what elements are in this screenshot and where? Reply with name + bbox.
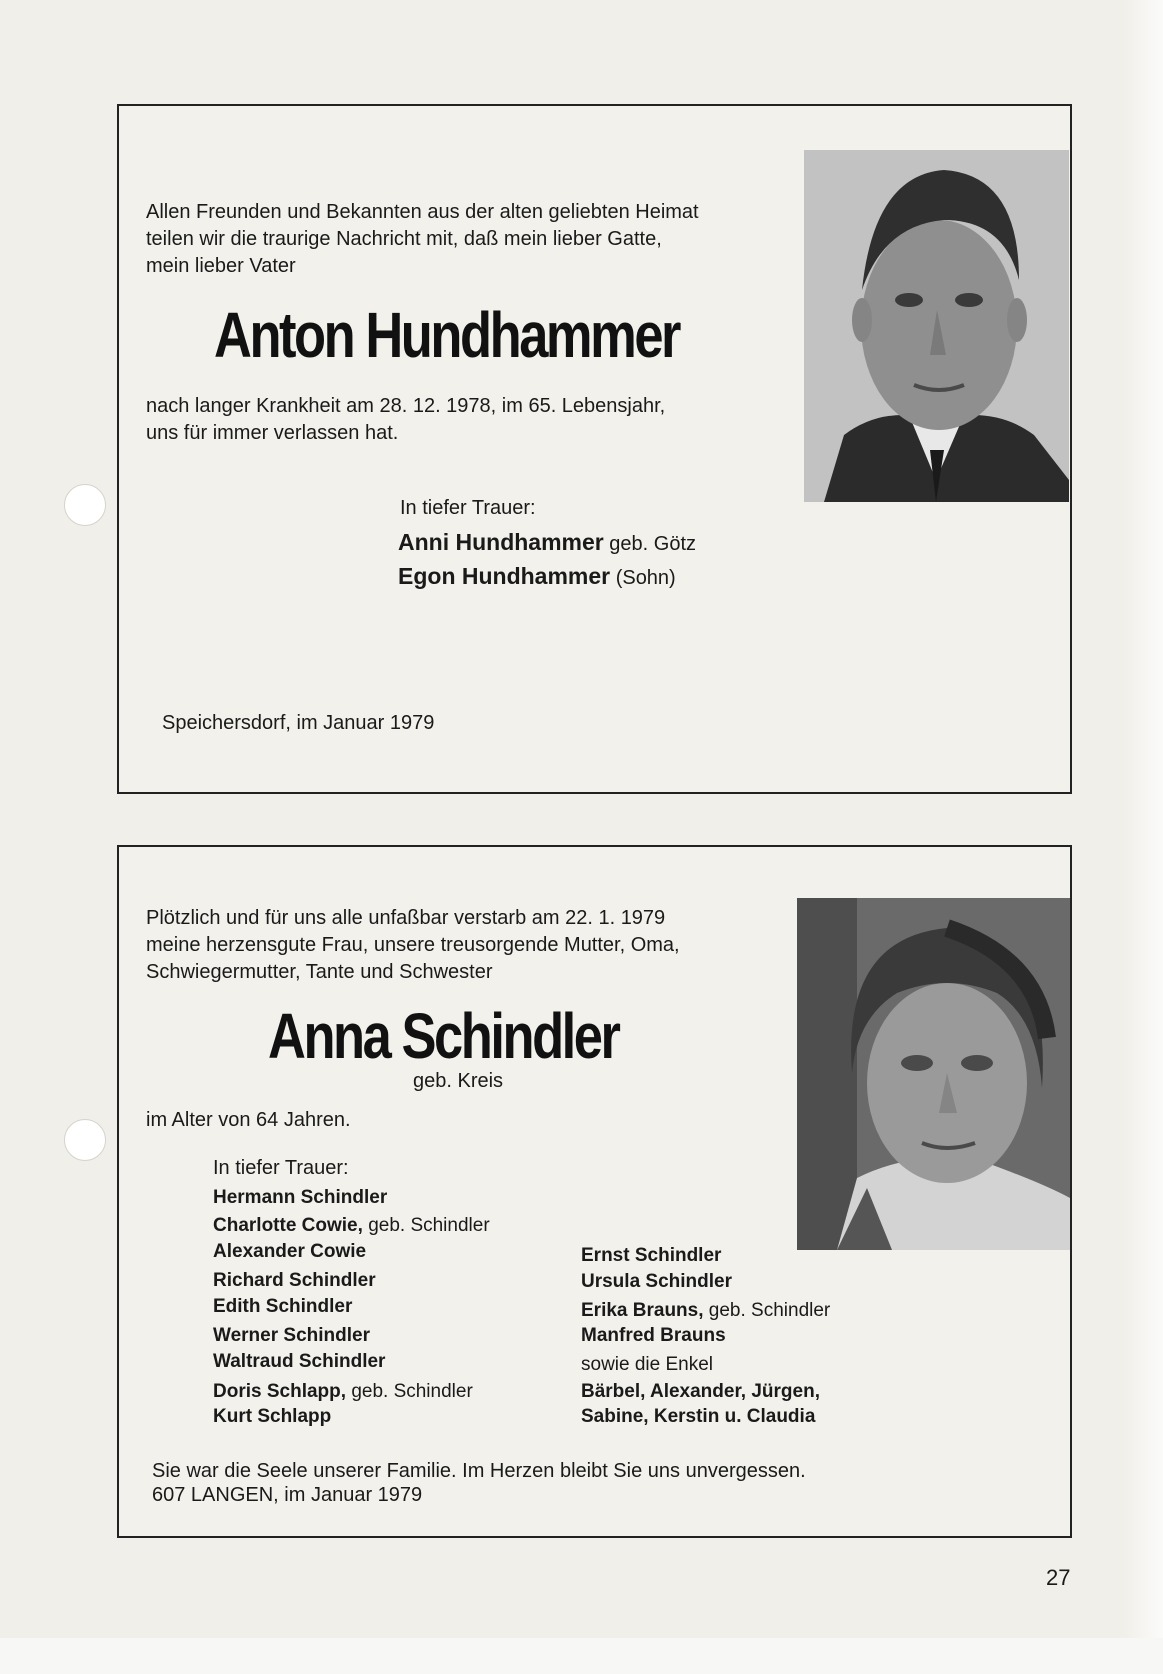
mourner-list-item: [581, 1299, 830, 1323]
page-edge-bottom: [0, 1638, 1163, 1674]
mourner-name: Sabine, Kerstin u. Claudia: [581, 1406, 816, 1427]
mourner-entry: [398, 529, 696, 558]
mourner-name: Kurt Schlapp: [213, 1406, 332, 1427]
punch-hole-top: [64, 484, 106, 526]
mourner-note: geb. Götz: [609, 533, 697, 555]
mourner-list-item: [213, 1186, 387, 1210]
closing-line-1: Sie war die Seele unserer Familie. Im Herzen bleibt Sie uns unvergessen.: [152, 1460, 806, 1482]
intro-line-3: mein lieber Vater: [146, 255, 296, 277]
age-line: im Alter von 64 Jahren.: [146, 1109, 351, 1131]
mourner-list-item: [581, 1324, 726, 1348]
mourner-note: sowie die Enkel: [581, 1354, 714, 1375]
portrait-photo-man: [804, 150, 1069, 502]
intro-line-2: meine herzensgute Frau, unsere treusorgende Mutter, Oma,: [146, 934, 680, 956]
place-date: Speichersdorf, im Januar 1979: [162, 712, 435, 734]
intro-line-1: Allen Freunden und Bekannten aus der alten geliebten Heimat: [146, 201, 699, 223]
death-line-1: nach langer Krankheit am 28. 12. 1978, im 65. Lebensjahr,: [146, 395, 666, 417]
death-line-2: uns für immer verlassen hat.: [146, 422, 399, 444]
mourner-name: Egon Hundhammer: [398, 563, 611, 589]
mourner-list-item: [213, 1405, 331, 1429]
deceased-name: Anton Hundhammer: [214, 299, 680, 371]
mourning-label: In tiefer Trauer:: [400, 497, 536, 519]
mourner-name: Waltraud Schindler: [213, 1351, 386, 1372]
punch-hole-bottom: [64, 1119, 106, 1161]
mourner-name: Charlotte Cowie,: [213, 1215, 363, 1236]
page-edge-right: [1123, 0, 1163, 1674]
mourner-list-item: [213, 1324, 370, 1348]
birth-name: geb. Kreis: [413, 1070, 504, 1092]
mourner-name: Alexander Cowie: [213, 1241, 367, 1262]
mourner-list-item: [581, 1244, 721, 1268]
mourner-entry: [398, 563, 676, 592]
mourner-note: (Sohn): [615, 567, 676, 589]
mourner-list-item: [581, 1270, 732, 1294]
page-number: 27: [1046, 1565, 1071, 1590]
mourner-name: Edith Schindler: [213, 1296, 353, 1317]
mourner-list-item: [213, 1269, 376, 1293]
mourner-list-item: [581, 1380, 820, 1404]
mourner-name: Bärbel, Alexander, Jürgen,: [581, 1381, 820, 1402]
portrait-photo-woman: [797, 898, 1070, 1250]
intro-line-3: Schwiegermutter, Tante und Schwester: [146, 961, 493, 983]
mourner-list-item: [213, 1350, 385, 1374]
mourner-name: Doris Schlapp,: [213, 1381, 347, 1402]
mourner-name: Richard Schindler: [213, 1270, 376, 1291]
mourner-name: Hermann Schindler: [213, 1187, 388, 1208]
mourner-note: geb. Schindler: [368, 1215, 490, 1236]
intro-line-1: Plötzlich und für uns alle unfaßbar verstarb am 22. 1. 1979: [146, 907, 666, 929]
mourner-list-item: [213, 1214, 490, 1238]
mourner-list-item: [213, 1380, 473, 1404]
intro-line-2: teilen wir die traurige Nachricht mit, daß mein lieber Gatte,: [146, 228, 662, 250]
mourner-name: Manfred Brauns: [581, 1325, 726, 1346]
mourner-name: Ursula Schindler: [581, 1271, 732, 1292]
mourner-list-item: [581, 1353, 713, 1377]
mourner-name: Werner Schindler: [213, 1325, 370, 1346]
mourner-name: Ernst Schindler: [581, 1245, 722, 1266]
mourner-note: geb. Schindler: [708, 1300, 831, 1321]
deceased-name: Anna Schindler: [268, 1000, 619, 1072]
mourner-list-item: [581, 1405, 815, 1429]
mourning-label: In tiefer Trauer:: [213, 1157, 349, 1179]
mourner-name: Anni Hundhammer: [398, 529, 604, 555]
mourner-list-item: [213, 1240, 366, 1264]
mourner-list-item: [213, 1295, 352, 1319]
mourner-note: geb. Schindler: [351, 1381, 473, 1402]
mourner-name: Erika Brauns,: [581, 1300, 704, 1321]
closing-line-2: 607 LANGEN, im Januar 1979: [152, 1484, 423, 1506]
